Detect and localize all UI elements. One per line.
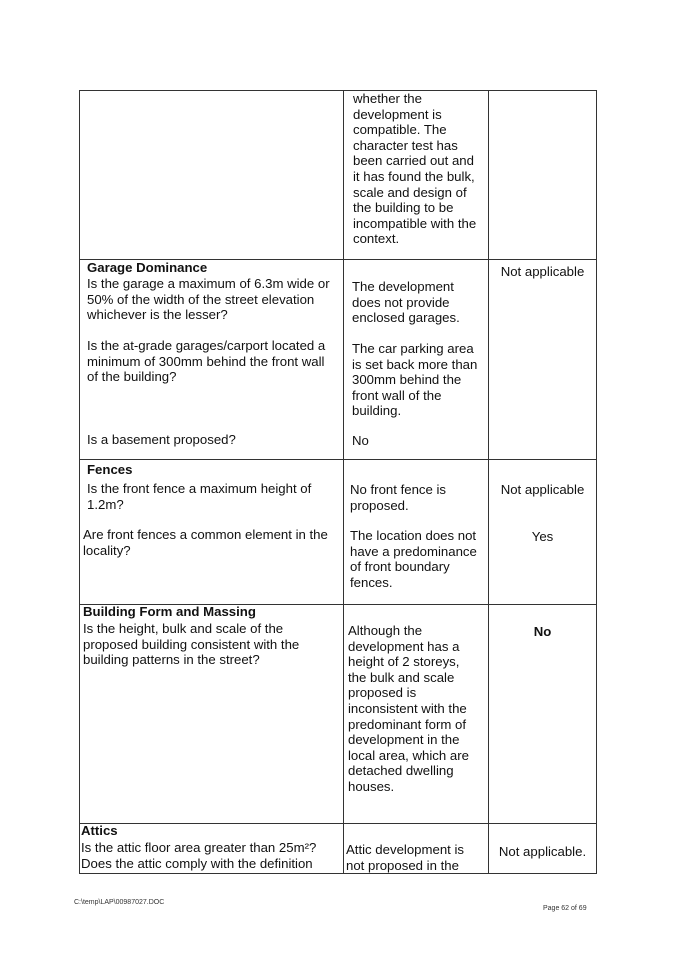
table-border-right	[596, 90, 597, 874]
footer-page-number: Page 62 of 69	[543, 905, 587, 912]
garage-question-3: Is a basement proposed?	[87, 432, 236, 447]
column-divider-1	[343, 90, 344, 874]
garage-question-2: Is the at-grade garages/carport located a minimum of 300mm behind the front wall of the building?	[87, 338, 326, 385]
fences-answer-1: No front fence is proposed.	[350, 482, 447, 513]
attics-status-1: Not applicable.	[498, 844, 587, 859]
table-border-bottom	[79, 873, 597, 874]
fences-status-1: Not applicable	[500, 482, 585, 497]
fences-status-2: Yes	[531, 529, 554, 544]
attics-question-1: Is the attic floor area greater than 25m²? Does the attic comply with the definition	[81, 840, 317, 871]
garage-answer-1: The development does not provide enclosed garages.	[352, 279, 460, 326]
fences-question-1: Is the front fence a maximum height of 1.2m?	[87, 481, 312, 512]
attics-answer-1: Attic development is not proposed in the	[346, 842, 465, 873]
assessment-table	[79, 90, 597, 874]
garage-status: Not applicable	[500, 264, 585, 279]
fences-question-2: Are front fences a common element in the locality?	[83, 527, 328, 558]
attics-heading: Attics	[81, 823, 118, 838]
fences-answer-2: The location does not have a predominance of front boundary fences.	[350, 528, 477, 590]
form-status-1: No	[533, 624, 552, 639]
intro-assessment-text: whether the development is compatible. The character test has been carried out and it has found the bulk, scale and design of the building to be incompatible with the context.	[353, 91, 477, 247]
table-border-top	[79, 90, 597, 91]
garage-heading: Garage Dominance	[87, 260, 208, 275]
garage-question-1: Is the garage a maximum of 6.3m wide or 50% of the width of the street elevation whichever is the lesser?	[87, 276, 330, 323]
form-heading: Building Form and Massing	[83, 604, 256, 619]
garage-answer-3: No	[352, 433, 369, 448]
fences-heading: Fences	[87, 462, 133, 477]
table-border-left	[79, 90, 80, 874]
form-answer-1: Although the development has a height of 2 storeys, the bulk and scale proposed is inconsistent with the predominant form of development in the local area, which are detached dwelling houses.	[348, 623, 469, 794]
footer-file-path: C:\temp\LAP\00987027.DOC	[74, 899, 165, 906]
row-divider-2	[79, 459, 597, 460]
form-question-1: Is the height, bulk and scale of the proposed building consistent with the building patterns in the street?	[83, 621, 300, 668]
garage-answer-2: The car parking area is set back more than 300mm behind the front wall of the building.	[352, 341, 478, 419]
